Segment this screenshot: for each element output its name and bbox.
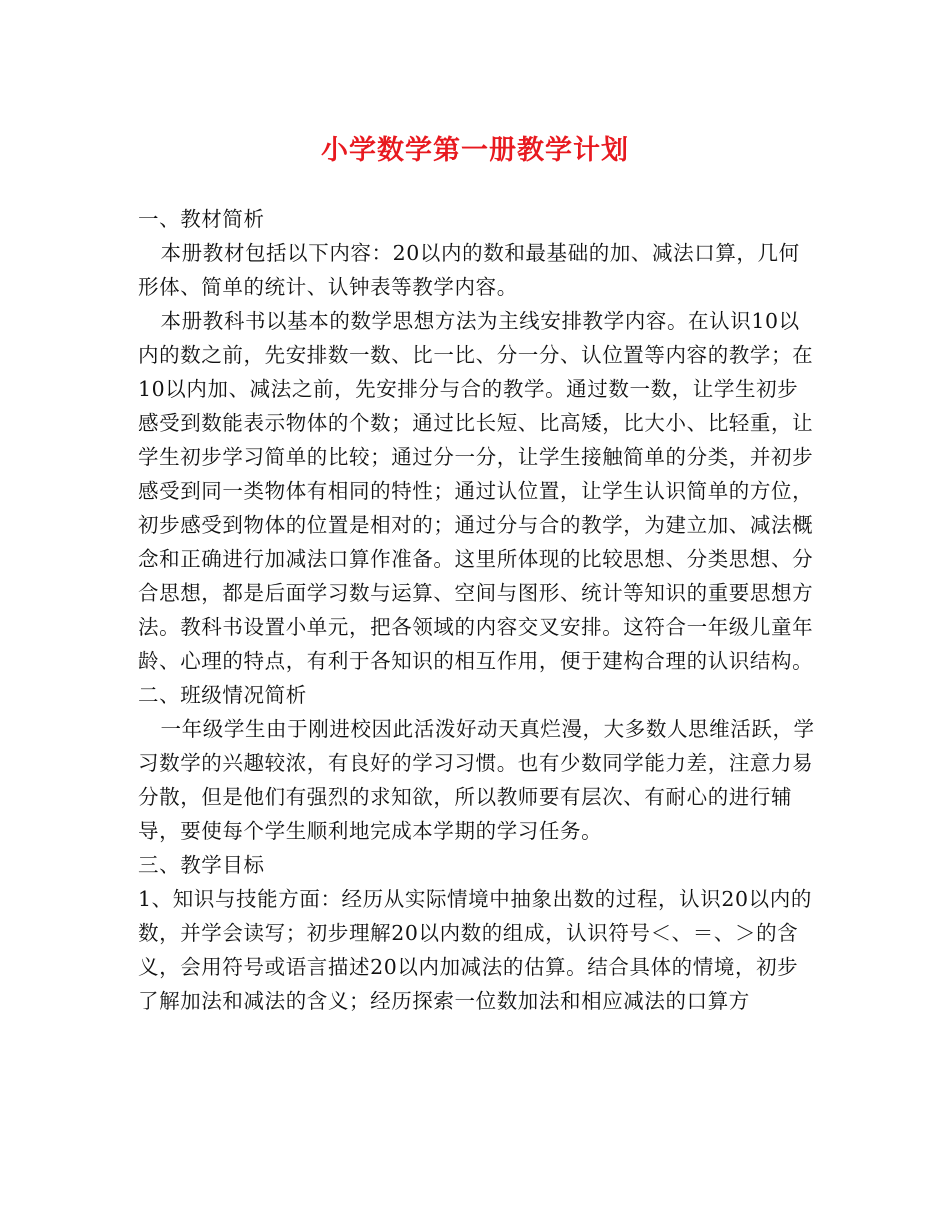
paragraph-knowledge-skills: 1、知识与技能方面：经历从实际情境中抽象出数的过程，认识20以内的数，并学会读写；初步理解20以内数的组成，认识符号＜、＝、＞的含义，会用符号或语言描述20以内加减法的估算。结合具体的情境，初步了解加法和减法的含义；经历探索一位数加法和相应减法的口算方 [138,887,812,1013]
document-body [138,202,818,1018]
paragraph-class-situation: 一年级学生由于刚进校因此活泼好动天真烂漫，大多数人思维活跃，学习数学的兴趣较浓，有良好的学习习惯。也有少数同学能力差，注意力易分散，但是他们有强烈的求知欲，所以教师要有层次、有耐心的进行辅导，要使每个学生顺利地完成本学期的学习任务。 [138,717,815,843]
section-heading-textbook-analysis: 一、教材简析 [138,207,265,231]
paragraph-textbook-structure: 本册教科书以基本的数学思想方法为主线安排教学内容。在认识10以内的数之前，先安排数一数、比一比、分一分、认位置等内容的教学；在10以内加、减法之前，先安排分与合的教学。通过数一数，让学生初步感受到数能表示物体的个数；通过比长短、比高矮，比大小、比轻重，让学生初步学习简单的比较；通过分一分，让学生接触简单的分类，并初步感受到同一类物体有相同的特性；通过认位置，让学生认识简单的方位，初步感受到物体的位置是相对的；通过分与合的教学，为建立加、减法概念和正确进行加减法口算作准备。这里所体现的比较思想、分类思想、分合思想，都是后面学习数与运算、空间与图形、统计等知识的重要思想方法。教科书设置小单元，把各领域的内容交叉安排。这符合一年级儿童年龄、心理的特点，有利于各知识的相互作用，便于建构合理的认识结构。 [138,309,814,673]
section-heading-teaching-goals: 三、教学目标 [138,853,265,877]
paragraph-textbook-contents: 本册教材包括以下内容：20以内的数和最基础的加、减法口算，几何形体、简单的统计、认钟表等教学内容。 [138,241,800,299]
section-heading-class-analysis: 二、班级情况简析 [138,683,307,707]
page-title: 小学数学第一册教学计划 [321,135,629,166]
